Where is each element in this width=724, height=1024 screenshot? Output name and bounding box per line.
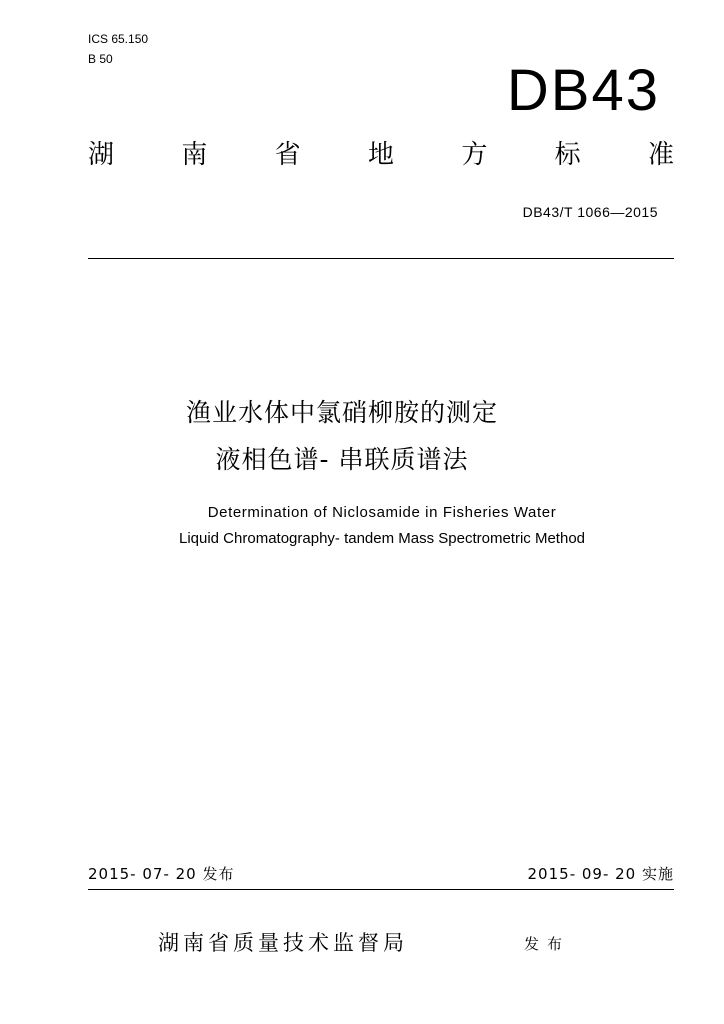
ics-code: ICS 65.150 bbox=[88, 32, 149, 46]
footer-divider bbox=[88, 889, 674, 890]
chinese-title-line-2: 液相色谱- 串联质谱法 bbox=[215, 445, 469, 474]
standard-type-char: 湖 bbox=[88, 140, 115, 170]
issuer-suffix: 发布 bbox=[524, 935, 571, 953]
standard-type-char: 地 bbox=[367, 140, 394, 170]
chinese-title-line-1: 渔业水体中氯硝柳胺的测定 bbox=[185, 398, 498, 427]
issuing-authority: 湖南省质量技术监督局 bbox=[158, 931, 408, 955]
standard-type-char: 标 bbox=[554, 140, 581, 170]
standard-type-char: 方 bbox=[461, 140, 488, 170]
english-title-line-2: Liquid Chromatography- tandem Mass Spectrometric Method bbox=[178, 530, 586, 547]
implementation-date: 2015- 09- 20 实施 bbox=[527, 865, 674, 883]
standard-type-char: 准 bbox=[647, 140, 674, 170]
standard-type-char: 省 bbox=[274, 140, 301, 170]
standard-type-char: 南 bbox=[181, 140, 208, 170]
standard-number: DB43/T 1066—2015 bbox=[522, 204, 658, 220]
issue-date: 2015- 07- 20 发布 bbox=[88, 865, 235, 883]
english-title-line-1: Determination of Niclosamide in Fisheries Water bbox=[207, 504, 557, 521]
standard-code-logo: DB43 bbox=[506, 58, 660, 123]
standard-type-heading bbox=[88, 140, 674, 170]
header-divider bbox=[88, 258, 674, 259]
classification-code: B 50 bbox=[88, 52, 113, 66]
